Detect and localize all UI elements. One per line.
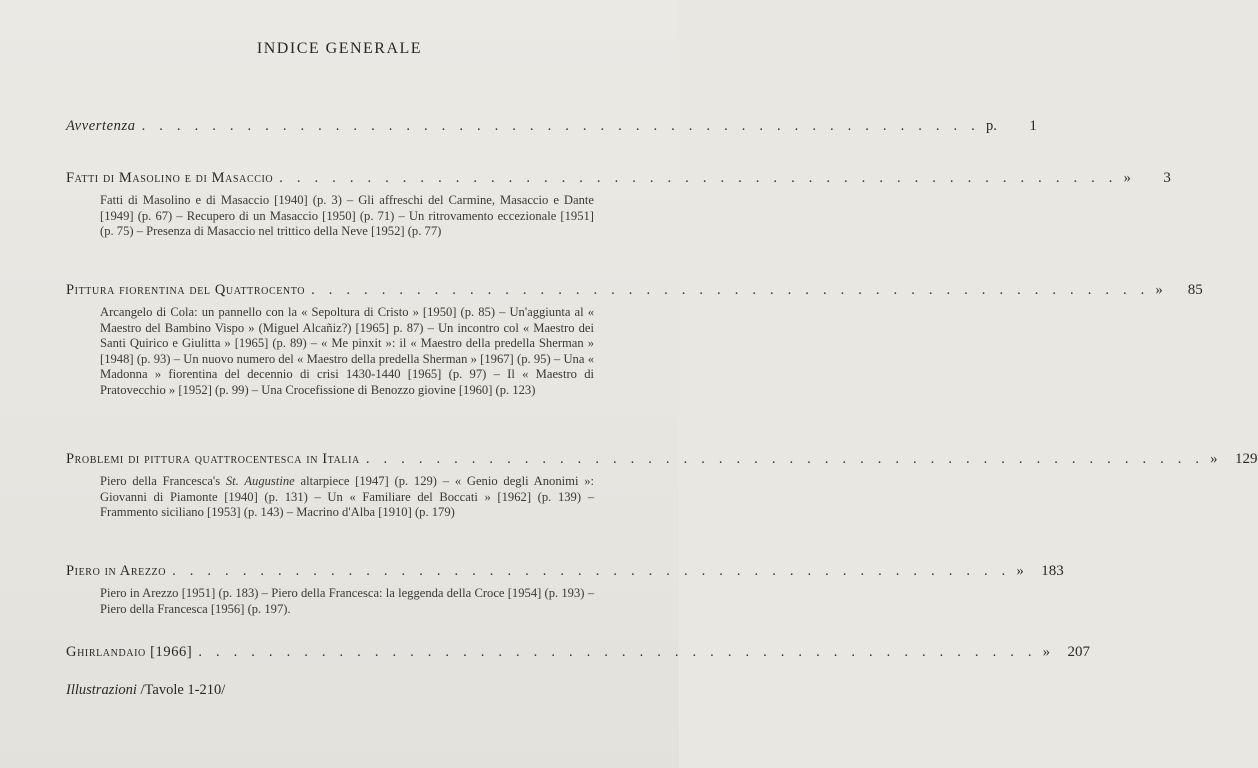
toc-entry-label: Pittura fiorentina del Quattrocento [66,282,306,298]
toc-entry-label: Ghirlandaio [1966] [66,644,193,660]
page-prefix: » [1042,644,1050,660]
toc-entry-heading [66,644,1090,661]
dot-leader: . . . . . . . . . . . . . . . . . . . . . . . . . . . . . . . . . . . . . . . . . . . . . . . . [311,282,1150,298]
toc-entry-description: Fatti di Masolino e di Masaccio [1940] (p. 3) – Gli affreschi del Carmine, Masaccio e Dante [1949] (p. 67) – Recupero di un Masaccio [1950] (p. 71) – Un ritrovamento eccezionale [1951] (p. 75) – Presenza di Masaccio nel trittico della Neve [1952] (p. 77) [100,193,594,239]
toc-entry-masolino-masaccio [66,170,1171,240]
toc-entry-label: Fatti di Masolino e di Masaccio [66,170,274,186]
page-prefix: » [1155,282,1163,298]
toc-entry-heading [66,118,1037,135]
toc-entry-description: Piero in Arezzo [1951] (p. 183) – Piero della Francesca: la leggenda della Croce [1954] (p. 193) – Piero della Francesca [1956] (p. 197). [100,586,594,616]
toc-page-number: 85 [1187,282,1203,298]
toc-entry-label: Piero in Arezzo [66,563,167,579]
toc-entry-heading [66,563,1064,580]
toc-entry-label: Avvertenza [66,118,136,134]
dot-leader: . . . . . . . . . . . . . . . . . . . . . . . . . . . . . . . . . . . . . . . . . . . . . . . . [365,451,1205,467]
toc-entry-avvertenza [66,118,1037,135]
toc-entry-label: Problemi di pittura quattrocentesca in Italia [66,451,360,467]
illustrations-label: Illustrazioni [66,682,137,698]
toc-entry-heading [66,451,1258,468]
page-title: INDICE GENERALE [256,40,423,57]
toc-page-number: 129 [1235,451,1258,467]
dot-leader: . . . . . . . . . . . . . . . . . . . . . . . . . . . . . . . . . . . . . . . . . . . . . . . . [198,644,1037,660]
page-prefix: » [1210,451,1218,467]
dot-leader: . . . . . . . . . . . . . . . . . . . . . . . . . . . . . . . . . . . . . . . . . . . . . . . . [141,118,980,134]
toc-entry-heading [66,170,1171,187]
artwork-title: St. Augustine [225,474,295,488]
page-prefix: » [1016,563,1024,579]
toc-entry-ghirlandaio [66,644,1090,661]
illustrations-plates: /Tavole 1-210/ [136,682,226,698]
description-text: Piero della Francesca's [100,474,226,488]
toc-entry-piero-arezzo [66,563,1064,617]
dot-leader: . . . . . . . . . . . . . . . . . . . . . . . . . . . . . . . . . . . . . . . . . . . . . . . . [279,170,1118,186]
toc-entry-heading [66,282,1203,299]
toc-page-number: 3 [1163,170,1171,186]
toc-page-number: 1 [1029,118,1037,134]
dot-leader: . . . . . . . . . . . . . . . . . . . . . . . . . . . . . . . . . . . . . . . . . . . . . . . . [172,563,1011,579]
illustrations-line [66,682,225,699]
toc-entry-description: Arcangelo di Cola: un pannello con la « Sepoltura di Cristo » [1950] (p. 85) – Un'aggiunta al « Maestro del Bambino Vispo » (Miguel Alcañiz?) [1965] p. 87) – Un incontro col « Maestro dei Santi Quirico e Giulitta » [1965] (p. 89) – « Me pinxit »: il « Maestro della predella Sherman » [1948] (p. 93) – Un nuovo numero del « Maestro della predella Sherman » [1967] (p. 95) – Una « Madonna » fiorentina del decennio di crisi 1430-1440 [1965] (p. 97) – Il « Maestro di Pratovecchio » [1952] (p. 99) – Una Crocefissione di Benozzo giovine [1960] (p. 123) [100,305,594,397]
toc-page-number: 183 [1041,563,1064,579]
toc-entry-pittura-fiorentina [66,282,1203,399]
toc-page-number: 207 [1067,644,1090,660]
page-prefix: » [1123,170,1131,186]
toc-entry-description [100,474,594,521]
page-prefix: p. [986,118,997,134]
description-text: altarpiece [1947] (p. 129) – « Genio degli Anonimi »: Giovanni di Piamonte [1940] (p. 131) – Un « Familiare del Boccati » [1962] (p. 139) – Frammento siciliano [1953] (p. 143) – Macrino d'Alba [1910] (p. 179) [100,474,594,520]
toc-entry-problemi-pittura [66,451,1258,521]
